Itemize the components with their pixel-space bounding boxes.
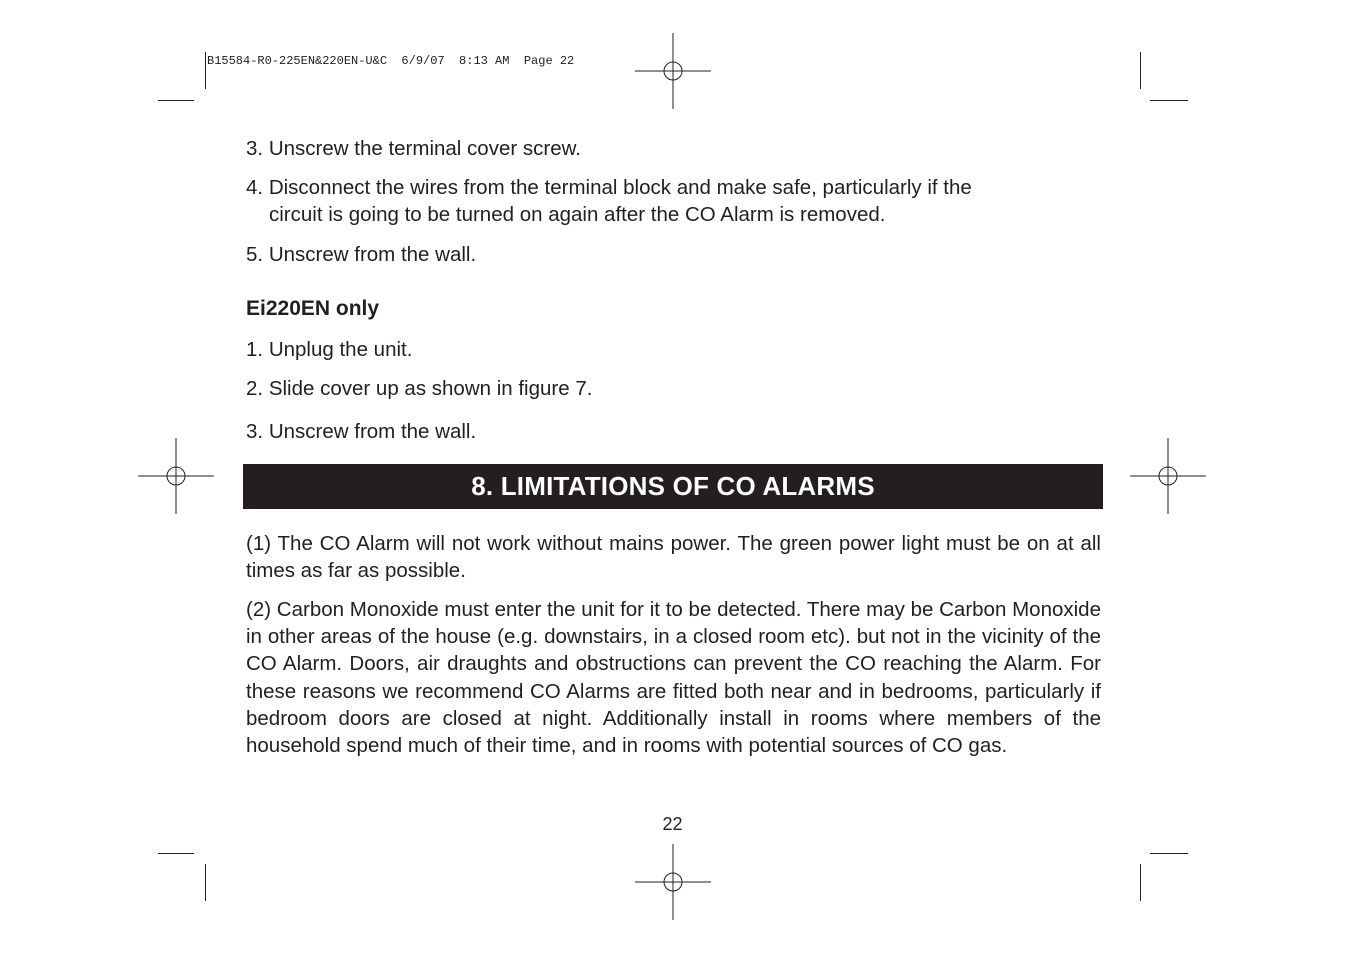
section-title: 8. LIMITATIONS OF CO ALARMS [471, 471, 875, 501]
crop-mark [158, 100, 194, 101]
step-item [246, 418, 476, 445]
step-number: 4. [246, 176, 264, 199]
paragraph-1: (1) The CO Alarm will not work without mains power. The green power light must be on at all times as far as possible. [246, 532, 1101, 583]
step-item [246, 241, 476, 268]
crop-mark [1150, 100, 1188, 101]
step-text: Unscrew from the wall. [268, 420, 477, 443]
step-item [246, 135, 581, 162]
crop-mark [158, 853, 194, 854]
crop-mark [1140, 864, 1141, 901]
crop-mark [205, 864, 206, 901]
registration-mark-icon [138, 438, 214, 514]
registration-mark-icon [635, 844, 711, 920]
paragraph-2: (2) Carbon Monoxide must enter the unit for it to be detected. There may be Carbon Monoxide in other areas of the house (e.g. downstairs, in a closed room etc). but not in the vicinity of the CO Alarm. Doors, air draughts and obstructions can prevent the CO reaching the Alarm. For these reasons we recommend CO Alarms are fitted both near and in bedrooms, particularly if bedroom doors are closed at night. Additionally install in rooms where members of the household spend much of their time, and in rooms with potential sources of CO gas. [246, 598, 1101, 758]
crop-mark [1150, 853, 1188, 854]
step-item [246, 336, 412, 363]
step-number: 3. [246, 420, 264, 443]
step-number: 5. [246, 243, 264, 266]
step-number: 1. [246, 338, 264, 361]
step-number: 2. [246, 377, 264, 400]
page-number: 22 [662, 814, 683, 834]
crop-mark [1140, 52, 1141, 89]
section-heading-banner [243, 464, 1103, 509]
step-text: Unplug the unit. [268, 338, 413, 361]
step-item [246, 375, 592, 402]
step-continuation: circuit is going to be turned on again after the CO Alarm is removed. [269, 203, 886, 226]
crop-mark [205, 52, 206, 89]
step-text: Slide cover up as shown in figure 7. [268, 377, 593, 400]
registration-mark-icon [1130, 438, 1206, 514]
step-text: Unscrew the terminal cover screw. [268, 137, 581, 160]
step-text: Disconnect the wires from the terminal block and make safe, particularly if the [268, 176, 972, 199]
step-text: Unscrew from the wall. [268, 243, 477, 266]
step-number: 3. [246, 137, 264, 160]
subheading: Ei220EN only [246, 297, 380, 320]
registration-mark-icon [635, 33, 711, 109]
printer-slug-line: B15584-R0-225EN&220EN-U&C 6/9/07 8:13 AM Page 22 [207, 54, 575, 68]
step-item [246, 174, 972, 201]
